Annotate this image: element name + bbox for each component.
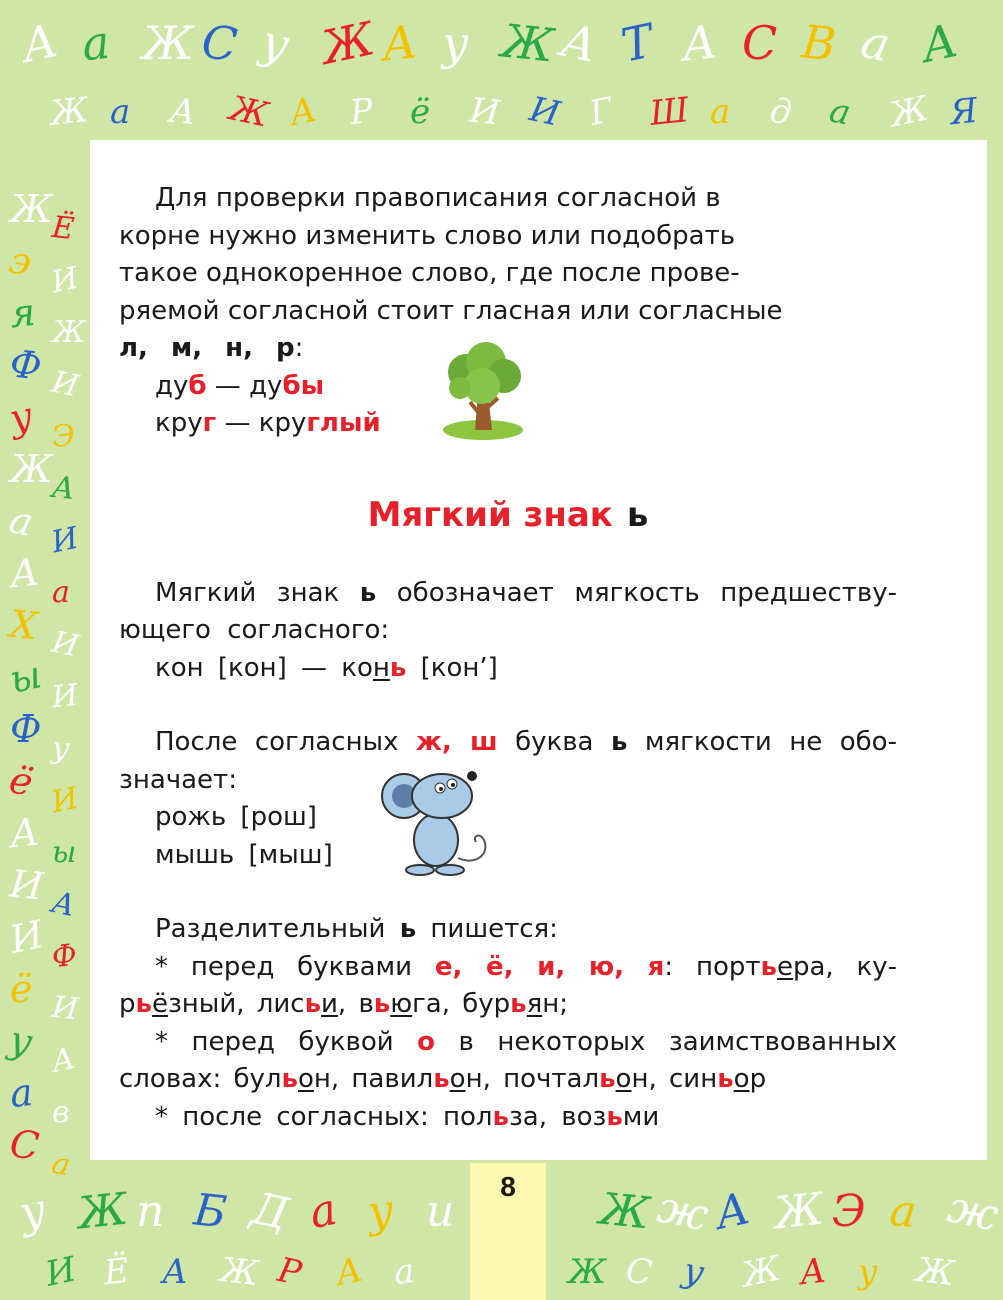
underlined-letter: о <box>449 1064 466 1094</box>
decorative-letter: С <box>742 16 778 70</box>
decorative-letter: Ж <box>886 88 932 136</box>
decorative-letter: Ф <box>7 341 44 389</box>
text: пишется: <box>416 914 558 944</box>
bullet-line <box>119 1024 897 1062</box>
decorative-letter: у <box>5 393 37 441</box>
underlined-letter: ю <box>390 989 413 1019</box>
text: кон [кон] — ко <box>155 652 373 683</box>
decorative-letter: Ж <box>771 1183 826 1240</box>
underlined-letter: ё <box>151 989 168 1019</box>
decorative-letter: И <box>5 912 48 962</box>
decorative-letter: Ф <box>10 707 42 751</box>
text: обозначает мягкость предшеству- <box>376 577 897 608</box>
dash: — <box>216 408 259 438</box>
decorative-letter: А <box>162 1252 188 1292</box>
highlight: е, ё, и, ю, я <box>434 951 665 982</box>
decorative-letter: И <box>48 624 82 665</box>
decorative-letter: Я <box>947 90 980 134</box>
decorative-letter: Ж <box>142 16 194 70</box>
decorative-letter: Ж <box>226 88 272 136</box>
highlight: ь <box>304 989 322 1019</box>
text: После согласных <box>155 727 416 757</box>
underlined-letter: о <box>733 1064 750 1094</box>
highlight: ь <box>760 951 777 982</box>
text: ду <box>155 370 189 401</box>
bold-letter: ь <box>359 577 377 608</box>
decorative-letter: А <box>48 1041 79 1080</box>
paragraph-line <box>119 330 897 368</box>
text: н, син <box>631 1064 718 1094</box>
text: ду <box>249 370 283 401</box>
decorative-letter: Ж <box>597 1183 653 1240</box>
text-body <box>119 180 897 1136</box>
decorative-letter: э <box>5 237 36 285</box>
decorative-letter: Ж <box>10 447 53 491</box>
text: ми <box>622 1101 660 1132</box>
highlight: ь <box>433 1064 450 1094</box>
highlight: о <box>417 1026 436 1057</box>
bullet-line <box>119 1061 897 1099</box>
decorative-letter: Г <box>586 90 617 134</box>
decorative-letter: ё <box>10 967 33 1011</box>
heading-letter: ь <box>626 494 649 535</box>
decorative-letter: Р <box>274 1250 305 1294</box>
decorative-letter: А <box>916 12 963 74</box>
highlight: ь <box>717 1064 734 1094</box>
decorative-letter: А <box>379 14 420 72</box>
paragraph-line: Для проверки правописания согласной в <box>155 183 721 213</box>
decorative-letter: у <box>680 1250 708 1294</box>
decorative-letter: С <box>623 1250 655 1294</box>
text: : порт <box>664 951 761 982</box>
example-line: рожь [рош] <box>155 802 317 832</box>
bullet-line <box>119 949 897 987</box>
decorative-letter: ж <box>653 1181 713 1242</box>
decorative-letter: Ж <box>914 1250 957 1294</box>
decorative-letter: а <box>304 1183 342 1240</box>
highlight: ь <box>599 1064 616 1094</box>
text: [кон’] <box>406 652 498 683</box>
decorative-letter: А <box>332 1249 366 1295</box>
highlight: бы <box>282 370 325 401</box>
text: зный, лис <box>167 989 305 1019</box>
highlight: г <box>202 408 217 438</box>
text: га, бур <box>412 989 511 1019</box>
decorative-letter: а <box>7 1069 35 1117</box>
decorative-letter: И <box>48 364 82 405</box>
paragraph-line <box>119 575 897 613</box>
decorative-letter: а <box>391 1251 417 1293</box>
decorative-letter: а <box>48 1145 74 1184</box>
underlined-letter: и <box>321 989 338 1019</box>
text: * перед буквой <box>155 1026 418 1057</box>
highlight: глый <box>306 408 381 438</box>
text: * перед буквами <box>155 951 435 982</box>
decorative-letter: И <box>42 1249 80 1295</box>
text: р <box>749 1064 767 1094</box>
decorative-letter: А <box>48 885 79 924</box>
paragraph-line: ряемой согласной стоит гласная или согласные <box>119 295 783 326</box>
decorative-letter: а <box>856 13 895 73</box>
text: словах: бул <box>119 1064 282 1094</box>
decorative-letter: С <box>199 14 240 72</box>
decorative-letter: Ж <box>568 1252 607 1292</box>
example-line <box>119 368 897 406</box>
decorative-letter: Ж <box>10 187 53 231</box>
text: ра, ку- <box>792 951 897 982</box>
decorative-letter: Э <box>832 1186 866 1237</box>
decorative-letter: в <box>52 1095 70 1130</box>
decorative-letter: А <box>7 809 42 857</box>
highlight: ь <box>492 1101 509 1132</box>
colon: : <box>294 333 304 363</box>
decorative-letter: Ш <box>648 90 691 134</box>
decorative-letter: д <box>767 90 794 134</box>
decorative-letter: И <box>7 861 46 909</box>
text: в некоторых заимствованных <box>435 1026 897 1057</box>
highlight: ж, ш <box>415 727 498 757</box>
paragraph-line <box>119 724 897 762</box>
decorative-letter: А <box>167 90 198 134</box>
decorative-letter: А <box>50 469 77 508</box>
highlight: ь <box>135 989 152 1019</box>
example-line: мышь [мыш] <box>155 839 333 870</box>
page-number: 8 <box>500 1171 516 1202</box>
decorative-letter: А <box>679 14 720 72</box>
decorative-letter: Ё <box>50 209 76 248</box>
text: р <box>119 989 136 1019</box>
highlight: ь <box>281 1064 298 1094</box>
decorative-letter: а <box>5 497 37 545</box>
highlight: ь <box>510 989 527 1019</box>
bold-letter: ь <box>610 727 628 757</box>
underlined-letter: е <box>776 951 793 982</box>
page-content-area <box>90 140 987 1160</box>
decorative-letter: у <box>442 16 469 70</box>
decorative-letter: у <box>858 1252 878 1292</box>
bullet-line <box>119 1099 897 1137</box>
decorative-letter: И <box>48 780 82 821</box>
underlined-letter: о <box>297 1064 314 1094</box>
decorative-letter: Ж <box>75 1183 130 1240</box>
page-number-tab <box>470 1163 546 1300</box>
text: * после согласных: пол <box>155 1101 493 1132</box>
bullet-line <box>119 986 897 1024</box>
underlined-letter: я <box>526 989 543 1019</box>
text: , в <box>337 989 374 1019</box>
decorative-letter: А <box>710 1183 755 1240</box>
text: н; <box>542 989 569 1019</box>
dash: — <box>206 370 250 401</box>
decorative-letter: ё <box>410 92 431 132</box>
decorative-letter: и <box>426 1186 455 1237</box>
paragraph-line: значает: <box>119 764 237 795</box>
decorative-letter: И <box>48 520 82 561</box>
decorative-letter: а <box>710 92 731 132</box>
decorative-letter: В <box>799 14 839 72</box>
decorative-letter: Х <box>7 601 40 649</box>
decorative-letter: а <box>826 90 855 134</box>
paragraph-line: корне нужно изменить слово или подобрать <box>119 220 736 251</box>
decorative-letter: Ф <box>50 937 79 976</box>
text: н, почтал <box>465 1064 600 1094</box>
decorative-letter: у <box>5 1017 37 1065</box>
highlight: ь <box>373 989 391 1019</box>
paragraph-line <box>119 911 897 949</box>
decorative-letter: Т <box>616 13 658 73</box>
decorative-letter: Ж <box>316 11 379 75</box>
text: кру <box>258 408 307 438</box>
decorative-letter: Б <box>191 1184 229 1239</box>
decorative-letter: А <box>7 549 42 597</box>
decorative-letter: Ж <box>499 13 557 73</box>
decorative-letter: у <box>14 1183 51 1240</box>
text: за, воз <box>508 1101 607 1132</box>
decorative-letter: ё <box>5 757 37 805</box>
decorative-letter: А <box>797 1250 828 1294</box>
decorative-letter: И <box>48 260 82 301</box>
decorative-letter: ы <box>52 835 77 870</box>
decorative-letter: п <box>136 1186 165 1237</box>
text: мягкости не обо- <box>627 727 897 757</box>
decorative-letter: у <box>256 13 295 73</box>
paragraph-line: такое однокоренное слово, где после прове- <box>119 258 740 288</box>
decorative-letter: а <box>52 575 70 610</box>
text: н, павил <box>313 1064 434 1094</box>
text: Мягкий знак <box>155 577 360 608</box>
decorative-letter: А <box>286 89 320 135</box>
text: Разделительный <box>155 914 400 944</box>
decorative-letter: И <box>50 989 80 1028</box>
decorative-letter: Э <box>50 417 77 456</box>
highlight: б <box>188 370 207 401</box>
decorative-letter: ж <box>943 1181 1003 1242</box>
decorative-letter: Ж <box>48 90 91 134</box>
decorative-letter: у <box>50 730 72 767</box>
decorative-letter: С <box>7 1121 42 1169</box>
decorative-letter: И <box>50 677 80 716</box>
decorative-letter: ы <box>5 652 46 702</box>
decorative-letter: Ж <box>52 315 86 350</box>
example-line <box>119 650 897 688</box>
decorative-letter: Ж <box>218 1250 261 1294</box>
highlight: ь <box>606 1101 623 1132</box>
text: буква <box>497 727 611 757</box>
consonant-list: л, м, н, р <box>119 333 295 363</box>
decorative-letter: А <box>556 12 603 74</box>
decorative-letter: И <box>467 90 502 134</box>
decorative-letter: Р <box>347 90 375 134</box>
decorative-letter: я <box>7 289 38 337</box>
text: кру <box>155 408 203 438</box>
decorative-letter: а <box>887 1184 919 1239</box>
example-line <box>119 405 897 443</box>
decorative-letter: Д <box>247 1182 293 1241</box>
decorative-letter: Ж <box>738 1248 784 1296</box>
decorative-letter: И <box>526 89 564 135</box>
decorative-letter: а <box>79 14 113 72</box>
decorative-letter: у <box>365 1184 397 1239</box>
decorative-letter: а <box>110 92 131 132</box>
heading-title: Мягкий знак <box>367 494 613 535</box>
decorative-letter: Ё <box>101 1250 131 1294</box>
underlined-letter: о <box>615 1064 632 1094</box>
bold-letter: ь <box>399 914 417 944</box>
paragraph-line: ющего согласного: <box>119 615 390 645</box>
section-heading <box>119 495 897 535</box>
decorative-letter: А <box>16 12 63 74</box>
underlined-letter: н <box>372 652 390 683</box>
highlight: ь <box>389 652 407 683</box>
